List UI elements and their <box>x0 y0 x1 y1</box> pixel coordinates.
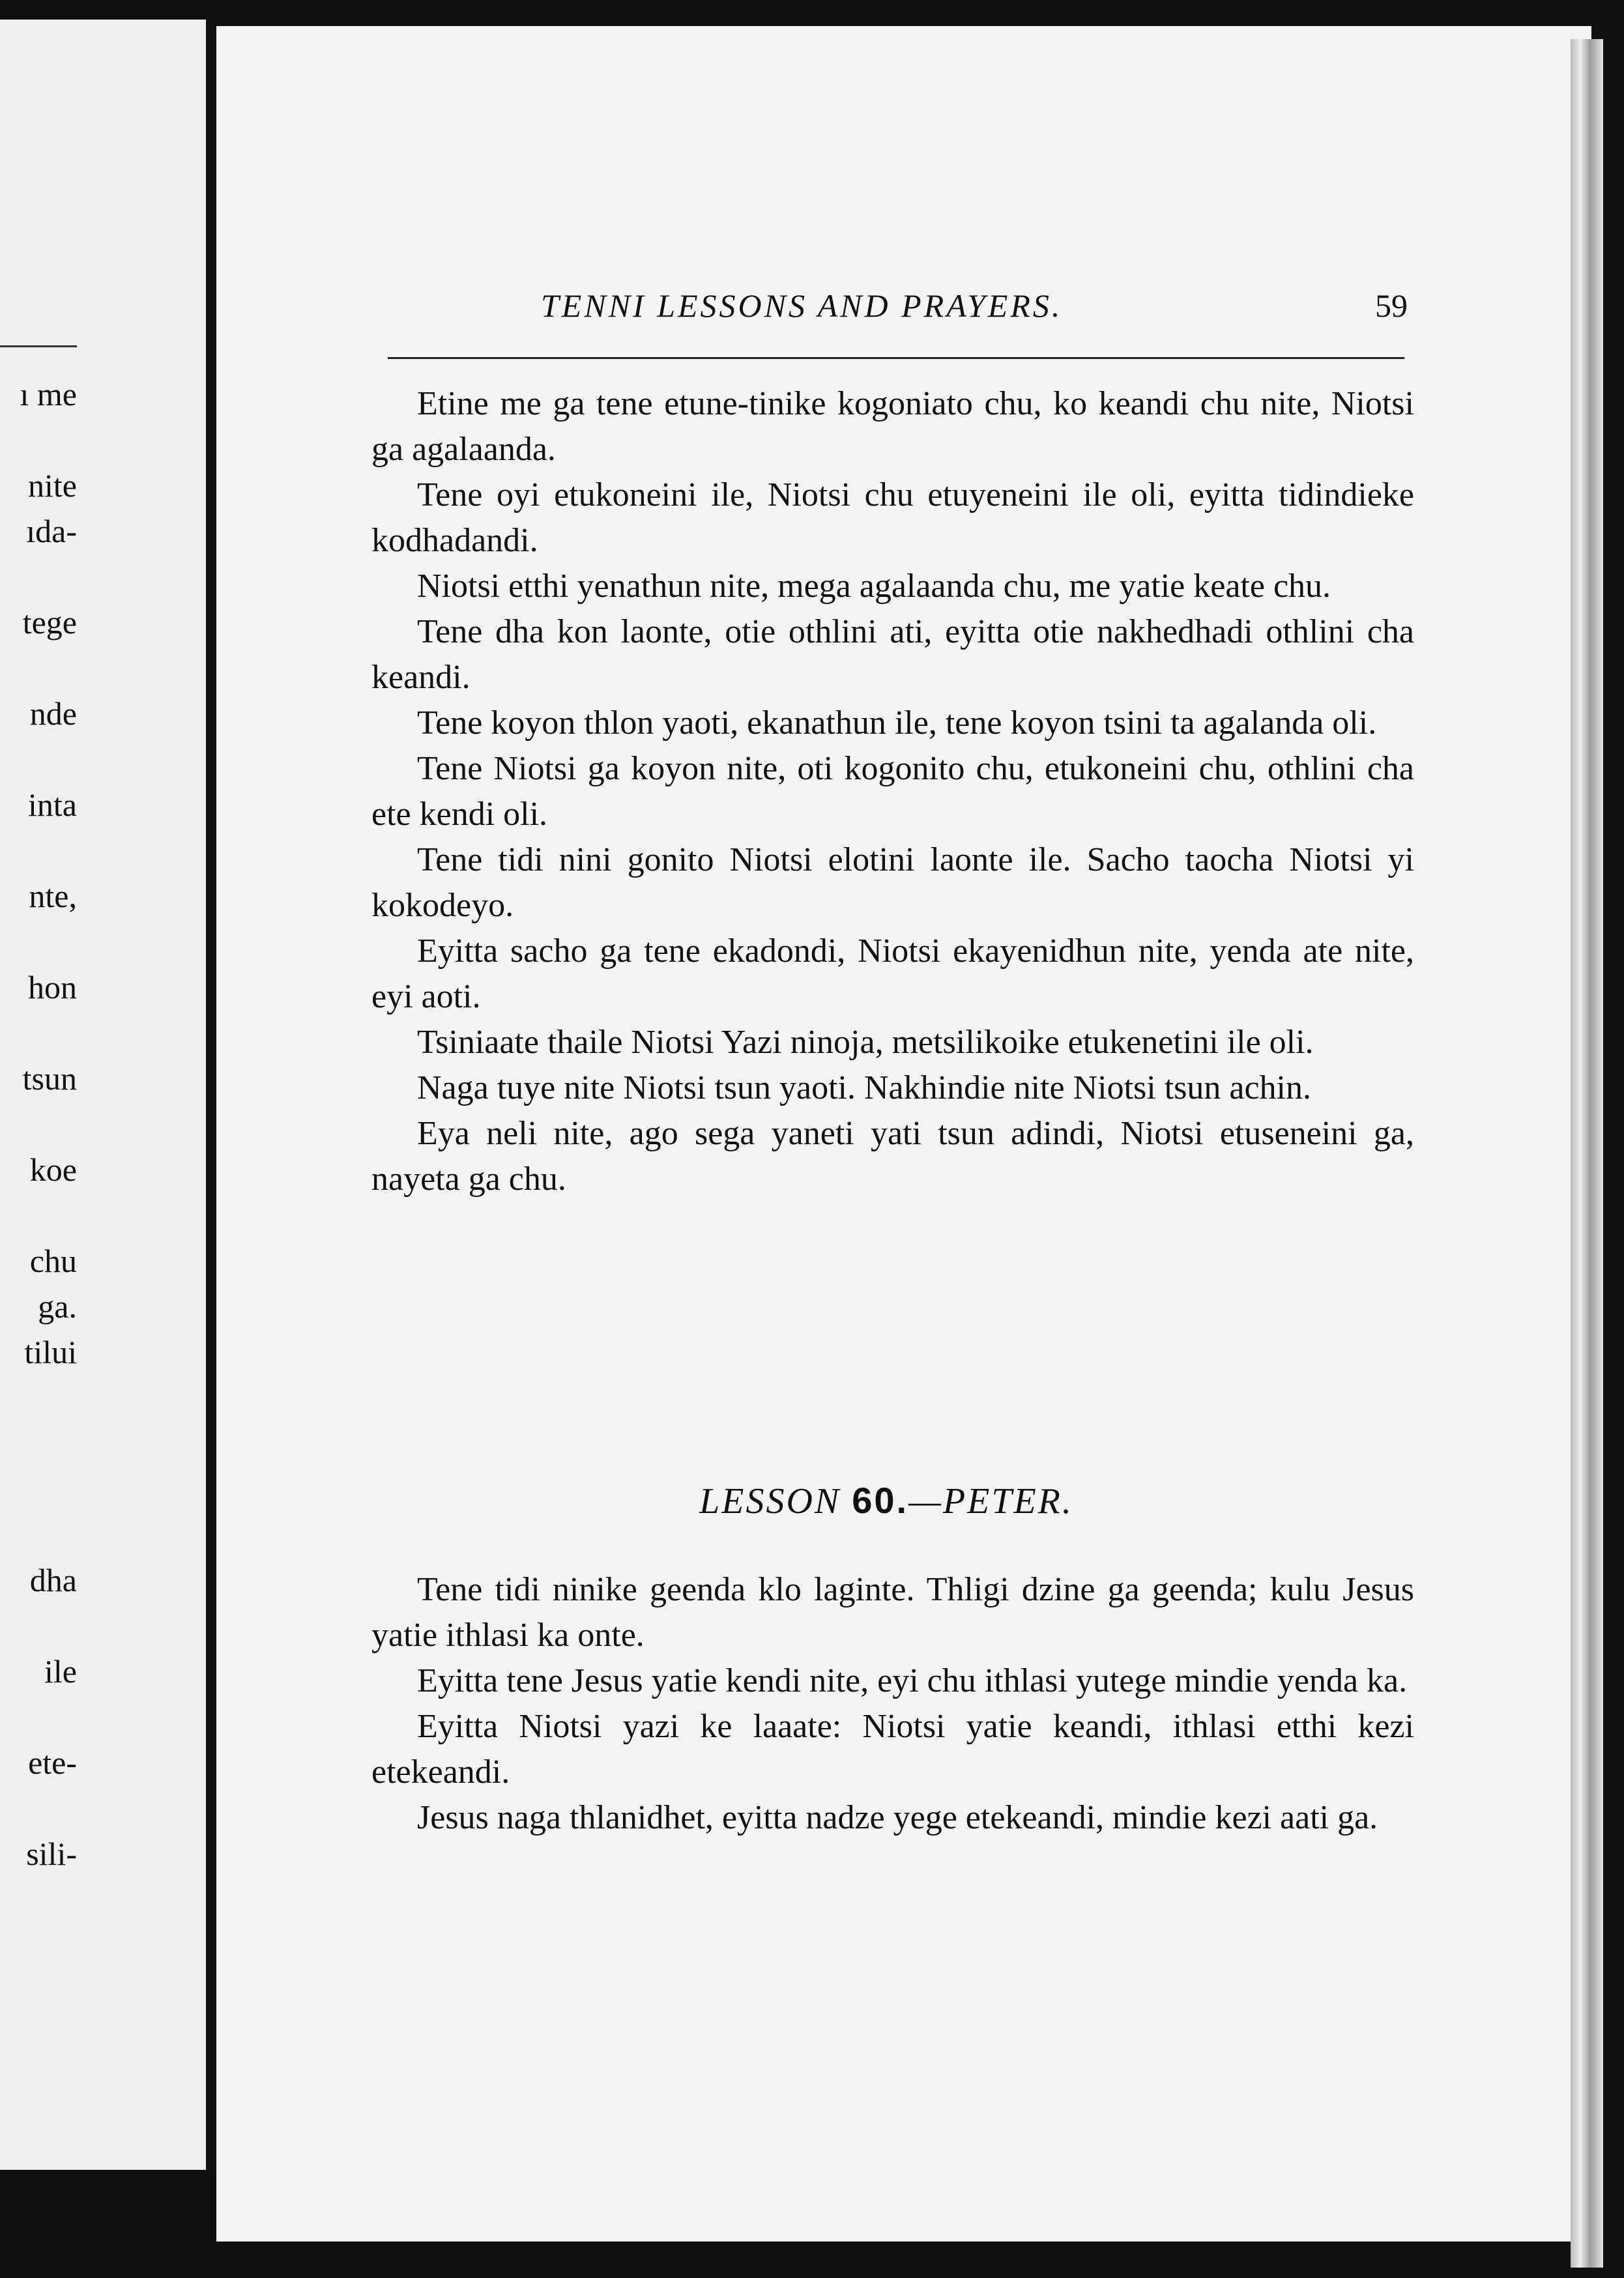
paragraph: Tene oyi etukoneini ile, Niotsi chu etuyeneini ile oli, eyitta tidindieke kodhadandi. <box>371 476 1414 559</box>
running-head: TENNI LESSONS AND PRAYERS. <box>541 287 1063 324</box>
facing-page-fragment: nite <box>28 467 77 504</box>
header-rule <box>388 357 1404 359</box>
facing-page-fragment: tege <box>22 604 77 641</box>
facing-page-fragment: tilui <box>24 1334 77 1370</box>
paragraph: Eyitta tene Jesus yatie kendi nite, eyi chu ithlasi yutege mindie yenda ka. <box>417 1662 1408 1699</box>
facing-page-fragment: tsun <box>22 1060 77 1097</box>
paragraph: Niotsi etthi yenathun nite, mega agalaanda chu, me yatie keate chu. <box>417 568 1331 605</box>
paragraph: Naga tuye nite Niotsi tsun yaoti. Nakhindie nite Niotsi tsun achin. <box>417 1069 1312 1106</box>
facing-page-fragment: sili- <box>26 1836 77 1872</box>
facing-page-fragment: ı me <box>20 376 77 412</box>
page-edge <box>1571 39 1603 2268</box>
facing-page-fragment: chu <box>29 1243 77 1279</box>
facing-page-fragment: nde <box>29 695 77 732</box>
paragraph: Tsiniaate thaile Niotsi Yazi ninoja, metsilikoike etukenetini ile oli. <box>417 1024 1314 1061</box>
facing-page-fragment: nte, <box>29 878 77 914</box>
lesson-label: LESSON <box>699 1481 841 1521</box>
lesson-number: 60. <box>852 1480 909 1521</box>
paragraph: Tene tidi ninike geenda klo laginte. Thligi dzine ga geenda; kulu Jesus yatie ithlasi ka onte. <box>371 1571 1414 1654</box>
facing-page-fragment: ile <box>44 1653 77 1690</box>
body-text <box>371 381 1414 1202</box>
paragraph: Etine me ga tene etune-tinike kogoniato chu, ko keandi chu nite, Niotsi ga agalaanda. <box>371 385 1414 468</box>
page-number: 59 <box>1375 287 1408 324</box>
facing-page-fragment: inta <box>28 786 77 823</box>
paragraph: Tene koyon thlon yaoti, ekanathun ile, tene koyon tsini ta agalanda oli. <box>417 704 1377 742</box>
paragraph: Eyitta Niotsi yazi ke laaate: Niotsi yatie keandi, ithlasi etthi kezi etekeandi. <box>371 1708 1414 1791</box>
facing-page-rule <box>0 345 77 347</box>
facing-page-fragment: koe <box>29 1151 77 1188</box>
lesson-heading <box>365 1479 1408 1522</box>
paragraph: Eya neli nite, ago sega yaneti yati tsun adindi, Niotsi etuseneini ga, nayeta ga chu. <box>371 1115 1414 1198</box>
paragraph: Tene Niotsi ga koyon nite, oti kogonito chu, etukoneini chu, othlini cha ete kendi oli. <box>371 750 1414 833</box>
paragraph: Jesus naga thlanidhet, eyitta nadze yege etekeandi, mindie kezi aati ga. <box>417 1799 1378 1836</box>
facing-page-fragment: hon <box>28 969 77 1005</box>
paragraph: Tene dha kon laonte, otie othlini ati, eyitta otie nakhedhadi othlini cha keandi. <box>371 613 1414 696</box>
facing-page-fragment: dha <box>29 1562 77 1598</box>
facing-page-fragment: ıda- <box>26 513 77 549</box>
facing-page-fragment: ga. <box>38 1288 77 1325</box>
lesson-text <box>371 1567 1414 1841</box>
lesson-title: —PETER. <box>908 1481 1073 1521</box>
paragraph: Eyitta sacho ga tene ekadondi, Niotsi ekayenidhun nite, yenda ate nite, eyi aoti. <box>371 932 1414 1015</box>
facing-page-fragment: ete- <box>28 1744 77 1781</box>
paragraph: Tene tidi nini gonito Niotsi elotini laonte ile. Sacho taocha Niotsi yi kokodeyo. <box>371 841 1414 924</box>
